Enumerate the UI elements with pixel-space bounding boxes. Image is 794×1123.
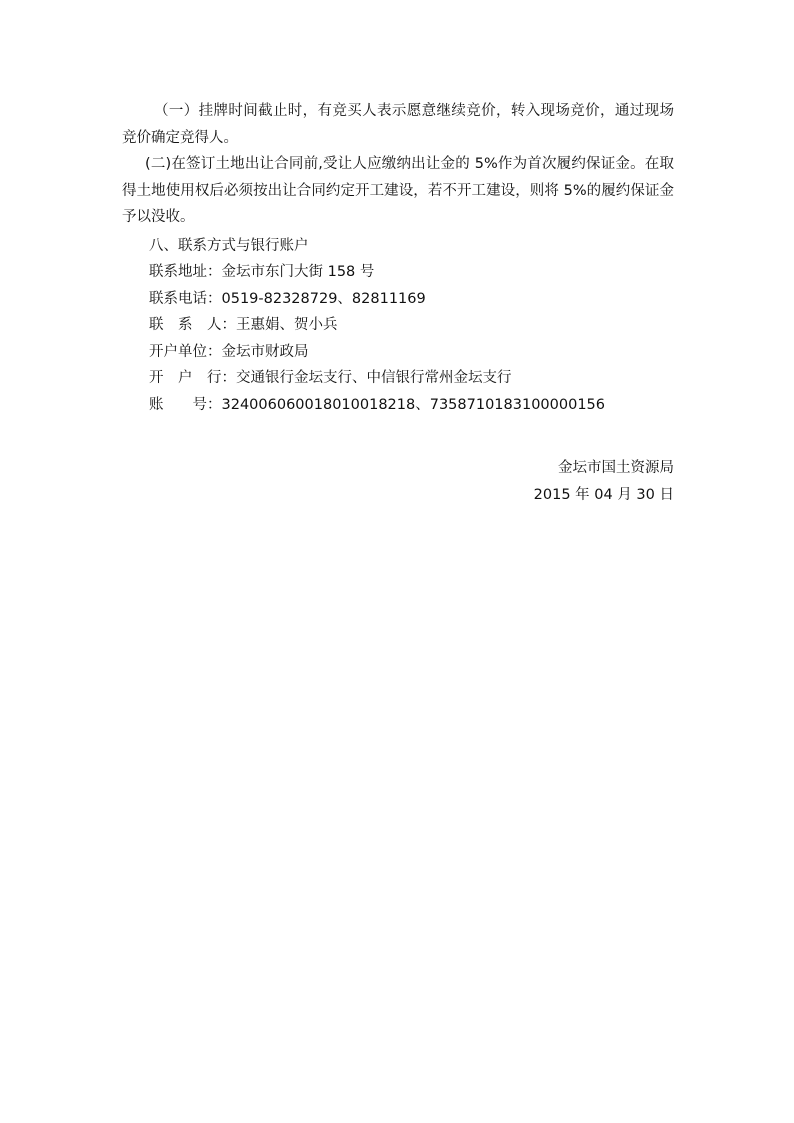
account-number: 账 号：324006060018010018218、7358710183100000156 — [149, 397, 606, 413]
paragraph-auction-rule: （一）挂牌时间截止时，有竞买人表示愿意继续竞价，转入现场竞价，通过现场竞价确定竞得人。 — [122, 103, 674, 146]
account-unit: 开户单位：金坛市财政局 — [149, 344, 309, 360]
signature-date: 2015 年 04 月 30 日 — [533, 487, 674, 503]
section-heading-contact: 八、联系方式与银行账户 — [149, 238, 309, 254]
paragraph-deposit-rule: (二)在签订土地出让合同前,受让人应缴纳出让金的 5%作为首次履约保证金。在取得土地使用权后必须按出让合同约定开工建设，若不开工建设，则将 5%的履约保证金予以没收。 — [122, 156, 674, 225]
contact-address: 联系地址：金坛市东门大街 158 号 — [149, 264, 375, 280]
contact-phone: 联系电话：0519-82328729、82811169 — [149, 291, 426, 307]
signature-org: 金坛市国土资源局 — [558, 460, 674, 476]
contact-person: 联 系 人：王惠娟、贺小兵 — [149, 317, 338, 333]
bank-name: 开 户 行：交通银行金坛支行、中信银行常州金坛支行 — [149, 370, 512, 386]
